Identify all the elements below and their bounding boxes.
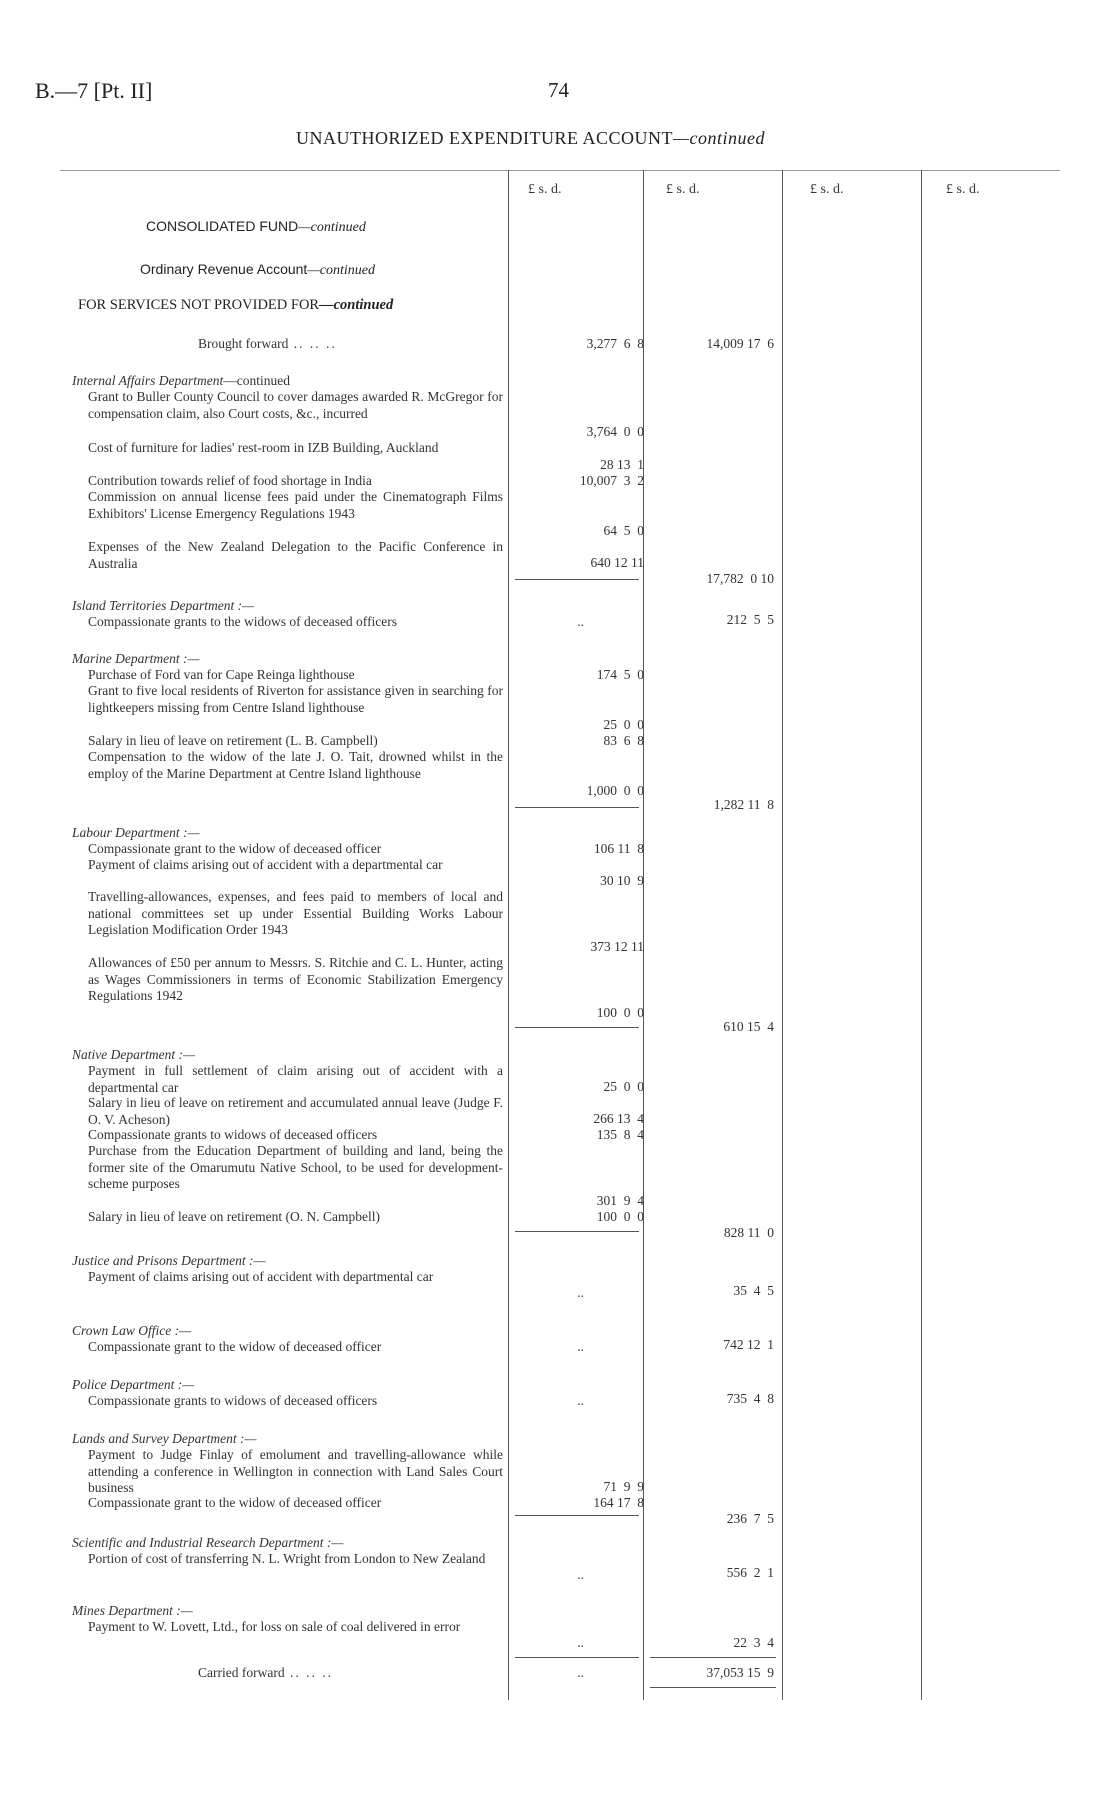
brought-forward-c2: 14,009 17 6 (706, 336, 774, 351)
internal-affairs-value-4: 64 5 0 (603, 523, 644, 538)
scientific-value-1: .. (577, 1567, 584, 1582)
native-entry-4: Purchase from the Education Department of building and land, being the former site of the Omarumutu Native School, to be used for development-scheme purposes (88, 1143, 503, 1191)
marine-subtotal-rule (515, 807, 639, 808)
labour-value-2: 30 10 9 (600, 873, 644, 888)
crown-law-heading: Crown Law Office :— (72, 1323, 192, 1338)
mines-entry-1: Payment to W. Lovett, Ltd., for loss on sale of coal delivered in error (88, 1619, 461, 1634)
scientific-total: 556 2 1 (726, 1565, 774, 1580)
internal-affairs-entry-5: Expenses of the New Zealand Delegation to the Pacific Conference in Australia (88, 539, 503, 571)
internal-affairs-entry-1: Grant to Buller County Council to cover damages awarded R. McGregor for compensation claim, also Court costs, &c., incurred (88, 389, 503, 421)
island-territories-value-1: .. (577, 614, 584, 629)
internal-affairs-value-3: 10,007 3 2 (579, 473, 644, 488)
crown-law-total: 742 12 1 (723, 1337, 774, 1352)
marine-entry-1: Purchase of Ford van for Cape Reinga lighthouse (88, 667, 355, 682)
marine-total: 1,282 11 8 (713, 797, 774, 812)
column-divider-4 (921, 170, 922, 1700)
page-number: 74 (548, 78, 569, 102)
native-value-4: 301 9 4 (596, 1193, 644, 1208)
native-value-3: 135 8 4 (596, 1127, 644, 1142)
column-divider-1 (508, 170, 509, 1700)
labour-value-3: 373 12 11 (590, 939, 644, 954)
account-heading-suffix: —continued (307, 263, 375, 278)
account-heading (140, 261, 375, 279)
labour-entry-3: Travelling-allowances, expenses, and fees paid to members of local and national committees set up under Essential Building Works Labour Legislation Modification Order 1943 (88, 889, 503, 937)
scientific-heading: Scientific and Industrial Research Department :— (72, 1535, 344, 1550)
internal-affairs-value-5: 640 12 11 (590, 555, 644, 570)
labour-entry-2: Payment of claims arising out of accident with a departmental car (88, 857, 443, 872)
native-entry-5: Salary in lieu of leave on retirement (O. N. Campbell) (88, 1209, 381, 1224)
labour-entry-1: Compassionate grant to the widow of deceased officer (88, 841, 382, 856)
page-title (296, 128, 765, 149)
marine-value-1: 174 5 0 (596, 667, 644, 682)
column-divider-2 (643, 170, 644, 1700)
marine-entry-3: Salary in lieu of leave on retirement (L. B. Campbell) (88, 733, 378, 748)
labour-total: 610 15 4 (723, 1019, 774, 1034)
lands-total: 236 7 5 (726, 1511, 774, 1526)
native-value-5: 100 0 0 (596, 1209, 644, 1224)
carried-forward-label: Carried forward .. .. .. (198, 1665, 333, 1680)
title-suffix: —continued (672, 128, 765, 148)
island-territories-heading: Island Territories Department :— (72, 598, 255, 613)
account-heading-text: Ordinary Revenue Account (140, 261, 308, 277)
marine-value-2: 25 0 0 (603, 717, 644, 732)
column-header-4: £ s. d. (946, 182, 980, 197)
justice-entry-1: Payment of claims arising out of accident with departmental car (88, 1269, 434, 1284)
native-total: 828 11 0 (723, 1225, 774, 1240)
internal-affairs-value-2: 28 13 1 (600, 457, 644, 472)
column-divider-3 (782, 170, 783, 1700)
internal-affairs-heading (72, 373, 290, 389)
police-entry-1: Compassionate grants to widows of deceased officers (88, 1393, 378, 1408)
brought-forward-label: Brought forward .. .. .. (198, 336, 337, 351)
justice-total: 35 4 5 (733, 1283, 774, 1298)
services-heading-text: FOR SERVICES NOT PROVIDED FOR (78, 297, 320, 313)
table-top-rule (60, 170, 1060, 171)
justice-heading: Justice and Prisons Department :— (72, 1253, 266, 1268)
marine-heading: Marine Department :— (72, 651, 200, 666)
marine-entry-4: Compensation to the widow of the late J. O. Tait, drowned whilst in the employ of the Marine Department at Centre Island lighthouse (88, 749, 503, 781)
mines-total: 22 3 4 (733, 1635, 774, 1650)
brought-forward-text: Brought forward (198, 336, 289, 351)
lands-value-2: 164 17 8 (593, 1495, 644, 1510)
internal-affairs-entry-2: Cost of furniture for ladies' rest-room in IZB Building, Auckland (88, 440, 439, 455)
lands-entry-1: Payment to Judge Finlay of emolument and travelling-allowance while attending a conference in Wellington in connection with Land Sales Court business (88, 1447, 503, 1495)
fund-heading (146, 218, 366, 236)
carried-forward-c1: .. (577, 1665, 584, 1680)
labour-subtotal-rule (515, 1027, 639, 1028)
lands-entry-2: Compassionate grant to the widow of deceased officer (88, 1495, 382, 1510)
native-value-2: 266 13 4 (593, 1111, 644, 1126)
crown-law-entry-1: Compassionate grant to the widow of deceased officer (88, 1339, 382, 1354)
carried-forward-rule-c1 (515, 1657, 639, 1658)
police-heading: Police Department :— (72, 1377, 195, 1392)
island-territories-entry-1: Compassionate grants to the widows of deceased officers (88, 614, 398, 629)
internal-affairs-heading-text: Internal Affairs Department (72, 373, 224, 388)
mines-heading: Mines Department :— (72, 1603, 193, 1618)
native-subtotal-rule (515, 1231, 639, 1232)
internal-affairs-subtotal-rule (515, 579, 639, 580)
mines-value-1: .. (577, 1635, 584, 1650)
police-value-1: .. (577, 1393, 584, 1408)
column-header-1: £ s. d. (528, 182, 562, 197)
native-entry-1: Payment in full settlement of claim arising out of accident with a departmental car (88, 1063, 503, 1095)
island-territories-total: 212 5 5 (726, 612, 774, 627)
carried-forward-text: Carried forward (198, 1665, 285, 1680)
carried-forward-rule-c2 (650, 1657, 776, 1658)
brought-forward-c1: 3,277 6 8 (586, 336, 644, 351)
labour-value-4: 100 0 0 (596, 1005, 644, 1020)
carried-forward-under-rule (650, 1687, 776, 1688)
marine-value-4: 1,000 0 0 (586, 783, 644, 798)
lands-value-1: 71 9 9 (603, 1479, 644, 1494)
fund-heading-text: CONSOLIDATED FUND (146, 218, 299, 234)
marine-value-3: 83 6 8 (603, 733, 644, 748)
marine-entry-2: Grant to five local residents of Riverton for assistance given in searching for lightkeepers missing from Centre Island lighthouse (88, 683, 503, 715)
document-reference: B.—7 [Pt. II] (35, 78, 153, 103)
internal-affairs-entry-3: Contribution towards relief of food shortage in India (88, 473, 372, 488)
column-header-2: £ s. d. (666, 182, 700, 197)
native-entry-2: Salary in lieu of leave on retirement and accumulated annual leave (Judge F. O. V. Acheson) (88, 1095, 503, 1127)
native-heading: Native Department :— (72, 1047, 195, 1062)
services-heading (78, 297, 393, 314)
internal-affairs-heading-suffix: —continued (223, 373, 290, 388)
crown-law-value-1: .. (577, 1339, 584, 1354)
justice-value-1: .. (577, 1285, 584, 1300)
native-entry-3: Compassionate grants to widows of deceased officers (88, 1127, 378, 1142)
internal-affairs-value-1: 3,764 0 0 (586, 424, 644, 439)
labour-value-1: 106 11 8 (593, 841, 644, 856)
internal-affairs-total: 17,782 0 10 (706, 571, 774, 586)
lands-subtotal-rule (515, 1515, 639, 1516)
fund-heading-suffix: —continued (298, 220, 366, 235)
services-heading-suffix: —continued (319, 297, 394, 313)
column-header-3: £ s. d. (810, 182, 844, 197)
scientific-entry-1: Portion of cost of transferring N. L. Wright from London to New Zealand (88, 1551, 486, 1566)
lands-heading: Lands and Survey Department :— (72, 1431, 257, 1446)
labour-heading: Labour Department :— (72, 825, 200, 840)
native-value-1: 25 0 0 (603, 1079, 644, 1094)
carried-forward-c2: 37,053 15 9 (706, 1665, 774, 1680)
title-text: UNAUTHORIZED EXPENDITURE ACCOUNT (296, 128, 673, 148)
labour-entry-4: Allowances of £50 per annum to Messrs. S. Ritchie and C. L. Hunter, acting as Wages Commissioners in terms of Economic Stabilization Emergency Regulations 1942 (88, 955, 503, 1003)
internal-affairs-entry-4: Commission on annual license fees paid under the Cinematograph Films Exhibitors' License Emergency Regulations 1943 (88, 489, 503, 521)
police-total: 735 4 8 (726, 1391, 774, 1406)
